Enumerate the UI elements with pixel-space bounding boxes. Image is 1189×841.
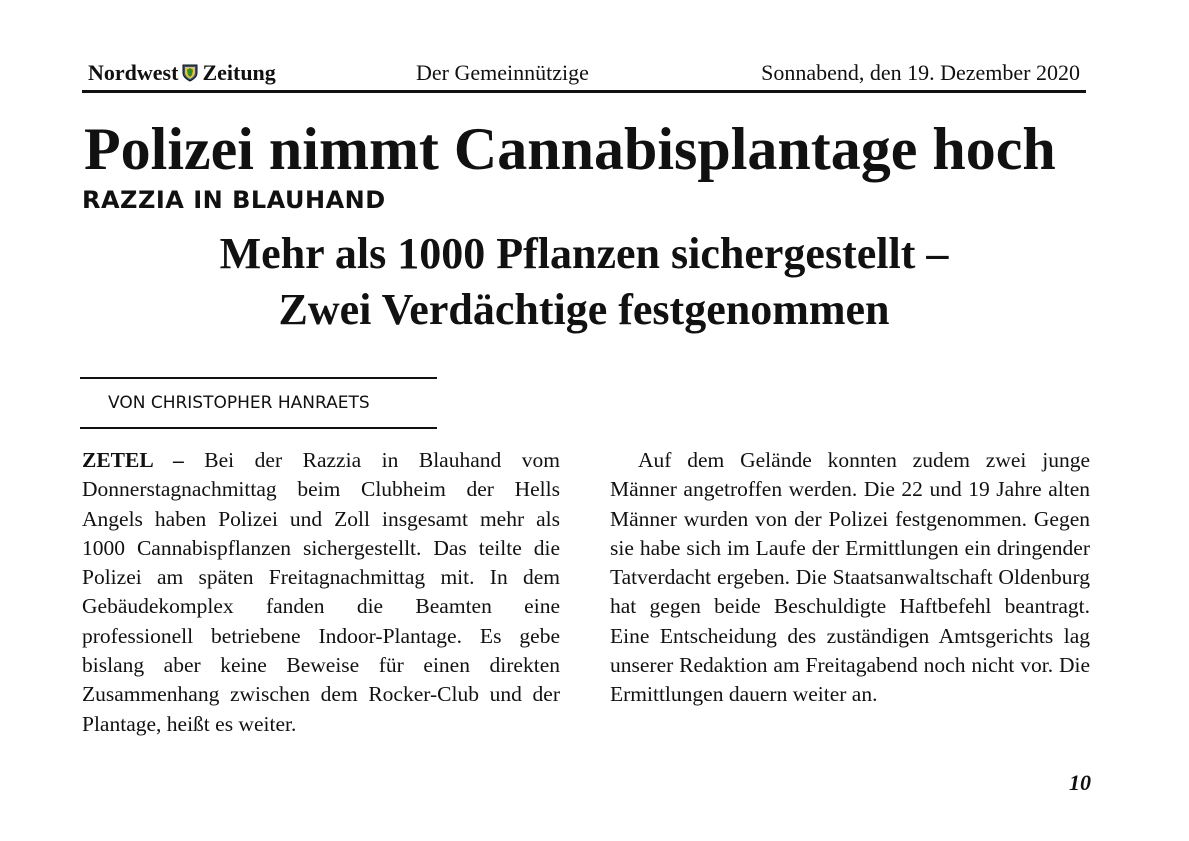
newspaper-name <box>88 60 276 86</box>
subheadline-line-1: Mehr als 1000 Pflanzen sichergestellt – <box>219 229 949 278</box>
subheadline-line-2: Zwei Verdächtige festgenommen <box>278 285 890 334</box>
headline: Polizei nimmt Cannabisplantage hoch <box>84 116 1056 182</box>
newspaper-name-part1: Nordwest <box>88 60 179 85</box>
dateline: ZETEL – <box>82 448 184 472</box>
edition-name: Der Gemeinnützige <box>416 60 589 85</box>
coat-of-arms-icon <box>182 64 198 82</box>
page-number: 10 <box>1069 770 1091 795</box>
issue-date: Sonnabend, den 19. Dezember 2020 <box>761 60 1080 85</box>
article-column-2 <box>610 446 1090 710</box>
article-column-1 <box>82 446 560 739</box>
byline-top-rule <box>80 377 437 379</box>
kicker: RAZZIA IN BLAUHAND <box>82 186 386 214</box>
paragraph-1: Bei der Razzia in Blauhand vom Donnerstagnachmittag beim Clubheim der Hells Angels haben Polizei und Zoll insgesamt mehr als 1000 Cannabispflanzen sichergestellt. Das teilte die Polizei am späten Freitagnachmittag mit. In dem Gebäudekomplex fanden die Beamten eine professionell betriebene Indoor-Plantage. Es gebe bislang aber keine Beweise für einen direkten Zusammenhang zwischen dem Rocker-Club und der Plantage, heißt es weiter. <box>82 448 561 736</box>
byline: VON CHRISTOPHER HANRAETS <box>108 393 370 413</box>
masthead <box>82 56 1086 93</box>
paragraph-2: Auf dem Gelände konnten zudem zwei junge Männer angetroffen werden. Die 22 und 19 Jahre alten Männer wurden von der Polizei festgenommen. Gegen sie habe sich im Laufe der Ermittlungen ein dringender Tatverdacht ergeben. Die Staatsanwaltschaft Oldenburg hat gegen beide Beschuldigte Haftbefehl beantragt. Eine Entscheidung des zuständigen Amtsgerichts lag unserer Redaktion am Freitagabend noch nicht vor. Die Ermittlungen dauern weiter an. <box>610 448 1090 707</box>
newspaper-name-part2: Zeitung <box>202 60 276 85</box>
subheadline <box>82 226 1086 338</box>
byline-bottom-rule <box>80 427 437 429</box>
